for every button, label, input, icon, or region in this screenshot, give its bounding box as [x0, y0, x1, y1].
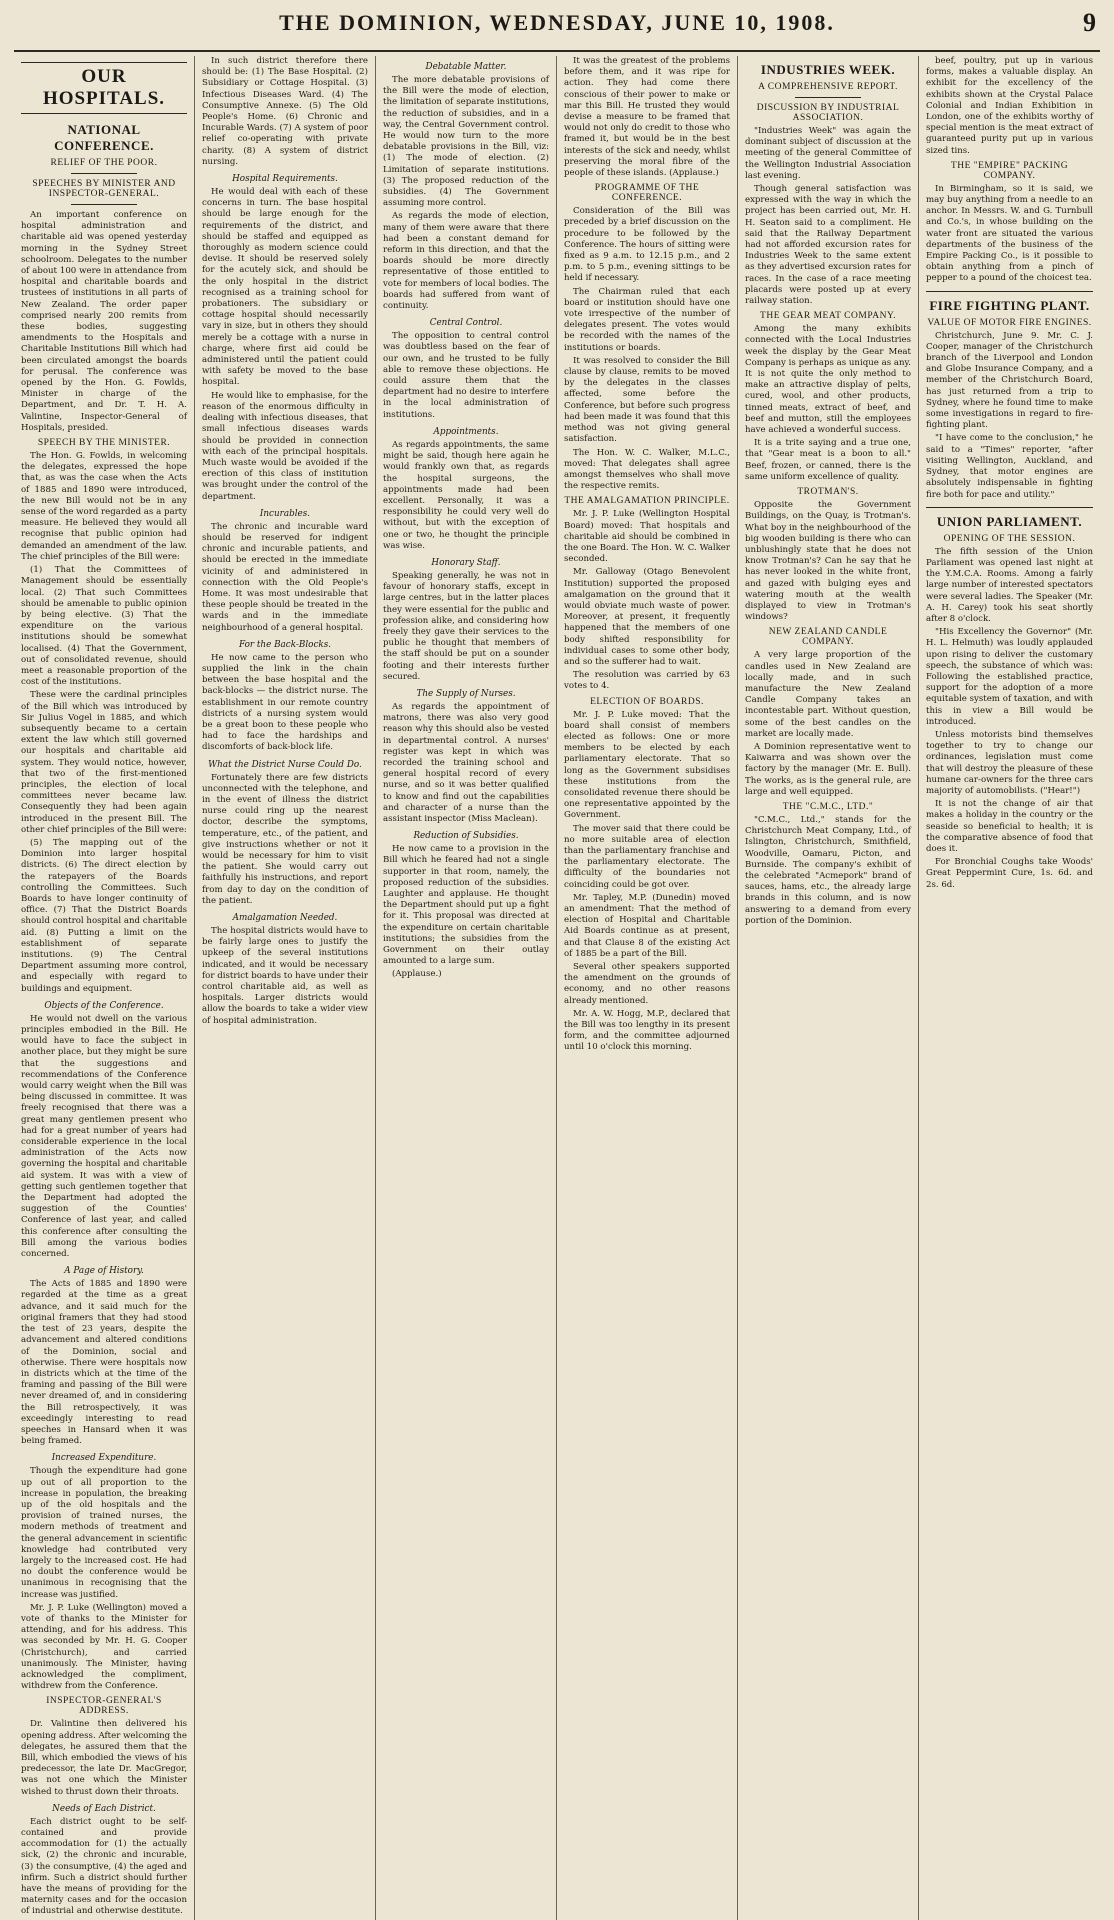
subhead: What the District Nurse Could Do.	[208, 759, 362, 770]
column-6	[919, 56, 1100, 1920]
paragraph: Christchurch, June 9. Mr. C. J. Cooper, manager of the Christchurch branch of the Liverpool and London and Globe Insurance Company, and a member of the Christchurch Board, has just returned from a trip to Sydney, where he found time to make some investigations in regard to fire-fighting plant.	[926, 330, 1093, 431]
paragraph: Opposite the Government Buildings, on the Quay, is Trotman's. What boy in the neighbourhood of the big wooden building is there who can unblushingly state that he does not know Trotman's? Can he say that he has never looked in the white front, and gazed with bulging eyes and watering mouth at the wealth displayed to view in Trotman's windows?	[745, 500, 911, 623]
paragraph: Mr. A. W. Hogg, M.P., declared that the Bill was too lengthy in its present form, and the committee adjourned until 10 o'clock this morning.	[564, 1008, 730, 1053]
subhead: Amalgamation Needed.	[232, 913, 338, 924]
section-national-conference: NATIONAL CONFERENCE.	[54, 122, 154, 153]
deck: A COMPREHENSIVE REPORT.	[758, 82, 898, 92]
subhead: The Supply of Nurses.	[416, 688, 516, 699]
paragraph: As regards appointments, the same might be said, though here again he would frankly own that, as regards the hospital surgeons, the appointments made had been excellent. Personally, it was a responsibility he could very well do without, but with the exception of one or two, he thought the principle was wise.	[383, 439, 549, 551]
paragraph: The Chairman ruled that each board or institution should have one vote irrespective of the number of delegates present. The votes would be recorded with the names of the institutions or boards.	[564, 286, 730, 353]
paragraph: Mr. J. P. Luke (Wellington Hospital Board) moved: That hospitals and charitable aid should be combined in the one Board. The Hon. W. C. Walker seconded.	[564, 509, 730, 565]
subhead: Debatable Matter.	[425, 62, 507, 72]
paragraph: Though general satisfaction was expressed with the way in which the project has been carried out, Mr. H. H. Seaton said to a compliment. He said that the Railway Department had not afforded excursion rates for Industries Week to the same extent as they advertised excursion rates for races. In the case of a race meeting placards were posted up at every railway station.	[745, 184, 911, 307]
divider	[71, 173, 137, 174]
paragraph: The Hon. G. Fowlds, in welcoming the delegates, expressed the hope that, as was the case when the Acts of 1885 and 1890 were introduced, the new Bill would not be in any sense of the word regarded as a party measure. He believed they would all recognise that public opinion had demanded an amendment of the law. The chief principles of the Bill were:	[21, 451, 187, 562]
paragraph: He now came to the person who supplied the link in the chain between the base hospital and the back-blocks — the district nurse. The establishment in our remote country districts of a nursing system would be a great boon to these people who had to face the hardships and discomforts of back-block life.	[202, 652, 368, 753]
subhead: PROGRAMME OF THE CONFERENCE.	[594, 183, 700, 204]
column-3	[376, 56, 557, 1920]
paragraph: For Bronchial Coughs take Woods' Great Peppermint Cure, 1s. 6d. and 2s. 6d.	[926, 857, 1093, 890]
newspaper-title: THE DOMINION, WEDNESDAY, JUNE 10, 1908.	[279, 10, 835, 35]
paragraph: The chronic and incurable ward should be reserved for indigent chronic and incurable patients, and should be erected in the immediate vicinity of and administered in connection with the Old People's Home. It was most undesirable that these people should be treated in the wards and in the immediate neighbourhood of a general hospital.	[202, 521, 368, 633]
paragraph: He would deal with each of these concerns in turn. The base hospital should be large enough for the requirements of the district, and should be staffed and equipped as thoroughly as modern science could devise. It should be reserved solely for the acutely sick, and should be the only hospital in the district recognised as a training school for probationers. The subsidiary or cottage hospital should necessarily vary in size, but in others they should merely be a cottage with a nurse in charge, where first aid could be administered until the patient could with safety be moved to the base hospital.	[202, 187, 368, 388]
subhead: A Page of History.	[64, 1266, 144, 1277]
subhead: Objects of the Conference.	[44, 1000, 164, 1011]
paragraph: The Acts of 1885 and 1890 were regarded at the time as a great advance, and it said much for the original framers that they had stood the test of 23 years, despite the advancement and altered conditions of the Dominion, social and otherwise. There were hospitals now in districts which at the time of the framing and passing of the Bill were never dreamed of, and in considering the Bill retrospectively, it was exceedingly interesting to read speeches in Hansard when it was being framed.	[21, 1279, 187, 1447]
paragraph: A Dominion representative went to Kaiwarra and was shown over the factory by the manager (Mr. E. Bull). The works, as is the general rule, are large and well equipped.	[745, 741, 911, 797]
subhead: Appointments.	[433, 426, 499, 437]
paragraph: Mr. Tapley, M.P. (Dunedin) moved an amendment: That the method of election of Hospital and Charitable Aid Boards continue as at present, and that Clause 8 of the existing Act of 1885 be a part of the Bill.	[564, 892, 730, 959]
paragraph: The opposition to central control was doubtless based on the fear of our own, and he trusted to be fully able to remove these objections. He could assure them that the department had no desire to interfere in the local administration of institutions.	[383, 331, 549, 420]
column-5	[738, 56, 919, 1920]
section-union-parliament: UNION PARLIAMENT.	[936, 513, 1083, 529]
deck: VALUE OF MOTOR FIRE ENGINES.	[927, 317, 1092, 328]
section-fire-fighting: FIRE FIGHTING PLANT.	[929, 297, 1090, 313]
paragraph: Dr. Valintine then delivered his opening address. After welcoming the delegates, he assured them that the Bill, which embodied the views of his predecessor, the late Dr. MacGregor, was not one which the Minister wished to thrust down their throats.	[21, 1719, 187, 1797]
paragraph: "C.M.C., Ltd.," stands for the Christchurch Meat Company, Ltd., of Islington, Christchurch, Smithfield, Woodville, Oamaru, Picton, and Burnside. The company's exhibit of the celebrated "Acmepork" brand of sauces, hams, etc., the already large brands in this column, and is now answering to a demand from every portion of the Dominion.	[745, 814, 911, 926]
subhead: THE "EMPIRE" PACKING COMPANY.	[950, 160, 1069, 181]
paragraph: An important conference on hospital administration and charitable aid was opened yesterday morning in the Sydney Street schoolroom. Delegates to the number of about 100 were in attendance from hospital and charitable boards and trustees of institutions in all parts of New Zealand. The order paper comprised nearly 200 remits from these bodies, suggesting amendments to the Hospitals and Charitable Institutions Bill which had been circulated amongst the boards for perusal. The conference was opened by the Hon. G. Fowlds, Minister in charge of the Department, and Dr. T. H. A. Valintine, Inspector-General of Hospitals, presided.	[21, 210, 187, 433]
subhead: Needs of Each District.	[52, 1803, 156, 1814]
subhead: Central Control.	[429, 318, 503, 329]
subhead: THE GEAR MEAT COMPANY.	[760, 311, 896, 322]
paragraph: In such district therefore there should be: (1) The Base Hospital. (2) Subsidiary or Cottage Hospital. (3) Infectious Diseases Ward. (4) The Consumptive Annexe. (5) The Old People's Home. (6) Chronic and Incurable Wards. (7) A system of poor relief co-operating with private charity. (8) A system of district nursing.	[202, 56, 368, 167]
page-number: 9	[1083, 8, 1096, 37]
subhead: INSPECTOR-GENERAL'S ADDRESS.	[46, 1696, 162, 1717]
section-industries-week: INDUSTRIES WEEK.	[760, 62, 896, 77]
paragraph: The hospital districts would have to be fairly large ones to justify the upkeep of the several institutions indicated, and it would be necessary for district boards to have under their control charitable aid, as well as hospitals. Larger districts would allow the boards to take a wider view of hospital administration.	[202, 926, 368, 1026]
divider	[926, 291, 1093, 292]
deck-speeches: SPEECHES BY MINISTER AND INSPECTOR-GENERAL.	[32, 179, 176, 199]
paragraph: Consideration of the Bill was preceded by a brief discussion on the procedure to be followed by the Conference. The hours of sitting were fixed as 9 a.m. to 12.15 p.m., and 2 p.m. to 5 p.m., evening sittings to be held if necessary.	[564, 206, 730, 284]
paragraph: As regards the appointment of matrons, there was also very good reason why this should also be vested in departmental control. A nurses' register was kept in which was recorded the training school and general hospital record of every nurse, and so it was better qualified to know and find out the capabilities and character of a nurse than the assistant inspector (Miss Maclean).	[383, 701, 549, 824]
paragraph: Mr. J. P. Luke moved: That the board shall consist of members elected as follows: One or more members to be elected by each parliamentary electorate. That so long as the Government subsidises these institutions from the consolidated revenue there should be one representative appointed by the Government.	[564, 709, 730, 821]
subhead: For the Back-Blocks.	[238, 639, 332, 650]
column-2	[195, 56, 376, 1920]
paragraph: Though the expenditure had gone up out of all proportion to the increase in population, the breaking up of the old hospitals and the provision of trained nurses, the modern methods of treatment and the general advancement in scientific knowledge had contributed very largely to the increased cost. He had no doubt the conference would be unanimous in recognising that the increase was justified.	[21, 1466, 187, 1600]
paragraph: Fortunately there are few districts unconnected with the telephone, and in the event of illness the district nurse could ring up the nearest doctor, describe the symptoms, temperature, etc., of the patient, and give instructions whether or not it would be necessary for him to visit the patient. She would carry out faithfully his instructions, and report from day to day on the condition of the patient.	[202, 772, 368, 906]
column-1	[14, 56, 195, 1920]
paragraph: Each district ought to be self-contained and provide accommodation for (1) the actually sick, (2) the chronic and incurable, (3) the consumptive, (4) the aged and infirm. Such a district should further have the means of providing for the maternity cases and for the occasion of industrial and otherwise destitute.	[21, 1816, 187, 1917]
paragraph: He would not dwell on the various principles embodied in the Bill. He would have to face the subject in another place, but they might be sure that the suggestions and recommendations of the Conference would carry weight when the Bill was being discussed in committee. It was freely recognised that there was a great many gentlemen present who had for a great number of years had considerable experience in the local administration of the Acts now governing the hospital and charitable aid system. It was with a view of getting such gentlemen together that the Department had adopted the suggestion of the Counties' Conference of last year, and called this conference after consulting the Bill among the various bodies concerned.	[21, 1013, 187, 1260]
paragraph: He now came to a provision in the Bill which he feared had not a single supporter in that room, namely, the proposed reduction of the subsidies. Laughter and applause. He thought the Department should put up a fight for it. This proposal was directed at the expenditure on certain charitable institutions; the subsidies from the Government on their outlay amounted to a large sum.	[383, 844, 549, 967]
paragraph: The Hon. W. C. Walker, M.L.C., moved: That delegates shall agree amongst themselves who shall move the respective remits.	[564, 447, 730, 492]
divider	[926, 507, 1093, 508]
paragraph: Among the many exhibits connected with the Local Industries week the display by the Gear Meat Company is perhaps as unique as any. It is not quite the only method to make an attractive display of pelts, cured, wool, and other products, tinned meats, extract of beef, and beef and mutton, still the employees have achieved a wonderful success.	[745, 324, 911, 436]
paragraph: beef, poultry, put up in various forms, makes a valuable display. An exhibit for the excellency of the exhibits shown at the Crystal Palace Colonial and Indian Exhibition in London, one of the exhibits worthy of special mention is the meat extract of guaranteed purity put up in various sized tins.	[926, 56, 1093, 156]
paragraph: It is a trite saying and a true one, that "Gear meat is a boon to all." Beef, frozen, or canned, there is the same uniform excellence of quality.	[745, 438, 911, 482]
subhead: THE AMALGAMATION PRINCIPLE.	[564, 496, 730, 507]
masthead	[14, 6, 1100, 52]
subhead: Reduction of Subsidies.	[413, 831, 519, 842]
subhead: Increased Expenditure.	[51, 1453, 157, 1464]
paragraph: "Industries Week" was again the dominant subject of discussion at the meeting of the general Committee of the Wellington Industrial Association last evening.	[745, 126, 911, 181]
paragraph: "I have come to the conclusion," he said to a "Times" reporter, "after visiting Wellington, Auckland, and Sydney, that motor engines are absolutely indispensable in fighting fire both for pace and utility."	[926, 433, 1093, 500]
article-columns	[14, 56, 1100, 1917]
subhead: TROTMAN'S.	[797, 487, 859, 498]
paragraph: He would like to emphasise, for the reason of the enormous difficulty in dealing with infectious diseases, that small infectious diseases wards should be provided in connection with each of the principal hospitals. Much waste would be avoided if the erection of this class of institution was brought under the control of the department.	[202, 390, 368, 502]
subhead: Honorary Staff.	[431, 557, 501, 568]
paragraph: (5) The mapping out of the Dominion into larger hospital districts. (6) The direct election by the ratepayers of the Boards controlling the Committees. Such Boards to have longer continuity of office. (7) That the District Boards should control hospital and charitable aid. (8) Putting a limit on the establishment of separate institutions. (9) The Central Department assuming more control, and especially with regard to buildings and equipment.	[21, 837, 187, 994]
deck: OPENING OF THE SESSION.	[943, 533, 1076, 544]
paragraph: The mover said that there could be no more suitable area of election than the parliamentary franchise and the parliamentary electorate. The difficulty of the boundaries not coinciding could be got over.	[564, 823, 730, 890]
paragraph: The resolution was carried by 63 votes to 4.	[564, 670, 730, 692]
paragraph: Speaking generally, he was not in favour of honorary staffs, except in large centres, but in the latter places they were essential for the public and profession alike, and considering how freely they gave their services to the public he thought that members of the staff should be put on a sounder footing and their interests further secured.	[383, 570, 549, 682]
paragraph: "His Excellency the Governor" (Mr. H. L. Helmuth) was loudly applauded upon rising to deliver the customary speech, the substance of which was: Following the established practice, support for the adoption of a more equitable system of taxation, and with this in view a Bill would be introduced.	[926, 627, 1093, 727]
paragraph: As regards the mode of election, many of them were aware that there had been a constant demand for reform in this direction, and that the boards should be more directly representative of those entitled to vote for members of local bodies. The boards had suffered from want of continuity.	[383, 211, 549, 312]
subhead: ELECTION OF BOARDS.	[590, 696, 704, 707]
subhead: DISCUSSION BY INDUSTRIAL ASSOCIATION.	[756, 103, 900, 123]
subhead: NEW ZEALAND CANDLE COMPANY.	[768, 627, 888, 648]
paragraph: These were the cardinal principles of the Bill which was introduced by Sir Julius Vogel in 1885, and which subsequently became to a certain extent the law which still governed our hospitals and charitable aid system. They would notice, however, that two of the first-mentioned principles, the election of local committees never became law. Consequently they had been again introduced in the present Bill. The other chief principles of the Bill were:	[21, 690, 187, 835]
divider	[71, 204, 137, 205]
paragraph: The more debatable provisions of the Bill were the mode of election, the limitation of separate institutions, the reduction of subsidies, and in a way, the Central Government control. He would now turn to the more debatable provisions in the Bill, viz: (1) The mode of election. (2) Limitation of separate institutions. (3) The proposed reduction of the subsidies. (4) The Government assuming more control.	[383, 75, 549, 209]
subhead: THE "C.M.C., LTD."	[782, 801, 874, 812]
headline-our-hospitals: OUR HOSPITALS.	[21, 62, 187, 114]
paragraph: (Applause.)	[392, 969, 442, 980]
paragraph: Unless motorists bind themselves together to try to change our ordinances, legislation must come that will destroy the pleasure of these humane car-owners for the three cars majority of automobilists. ("Hear!")	[926, 729, 1093, 796]
divider	[795, 97, 861, 98]
paragraph: Mr. J. P. Luke (Wellington) moved a vote of thanks to the Minister for attending, and for his address. This was seconded by Mr. H. G. Cooper (Christchurch), and carried unanimously. The Minister, having acknowledged the compliment, withdrew from the Conference.	[21, 1602, 187, 1692]
subhead: Hospital Requirements.	[232, 174, 338, 185]
paragraph: It was the greatest of the problems before them, and it was ripe for action. They had come there conscious of their power to make or mar this Bill. He trusted they would devise a measure to be framed that would not only do credit to those who framed it, but would be in the best interests of the sick and needy, whilst preserving the moral fibre of the people of these islands. (Applause.)	[564, 56, 730, 179]
column-4	[557, 56, 738, 1920]
subhead: Incurables.	[259, 508, 311, 519]
paragraph: The fifth session of the Union Parliament was opened last night at the Y.M.C.A. Rooms. Among a fairly large number of interested spectators were several ladies. The Speaker (Mr. A. H. Carey) took his seat shortly after 8 o'clock.	[926, 546, 1093, 624]
paragraph: Several other speakers supported the amendment on the grounds of economy, and no other reasons already mentioned.	[564, 962, 730, 1006]
paragraph: (1) That the Committees of Management should be essentially local. (2) That such Committees should be amenable to public opinion by being elective. (3) That the expenditure on the various institutions should be somewhat localised. (4) That the Government, out of consolidated revenue, should meet a reasonable proportion of the cost of the institutions.	[21, 565, 187, 688]
paragraph: Mr. Galloway (Otago Benevolent Institution) supported the proposed amalgamation on the ground that it would obviate much waste of power. Moreover, at present, it frequently happened that the members of one body shifted responsibility for individual cases to some other body, and so the sufferer had to wait.	[564, 567, 730, 667]
paragraph: A very large proportion of the candles used in New Zealand are locally made, and in such manufacture the New Zealand Candle Company takes an incontestable part. Without question, some of the best candles on the market are locally made.	[745, 650, 911, 739]
paragraph: In Birmingham, so it is said, we may buy anything from a needle to an anchor. In Messrs. W. and G. Turnbull and Co.'s, in whose building on the water front are situated the various departments of the business of the Empire Packing Co., is it possible to obtain anything from a pinch of pepper to a pound of the choicest tea.	[926, 183, 1093, 284]
paragraph: It was resolved to consider the Bill clause by clause, remits to be moved by the delegates in the classes affected, some before the Conference, but before such progress had been made it was found that this method was not giving general satisfaction.	[564, 355, 730, 445]
subhead: SPEECH BY THE MINISTER.	[37, 438, 171, 449]
paragraph: It is not the change of air that makes a holiday in the country or the seaside so beneficial to health; it is the comparative absence of food that does it.	[926, 799, 1093, 854]
subsection-relief-poor: RELIEF OF THE POOR.	[50, 158, 158, 168]
